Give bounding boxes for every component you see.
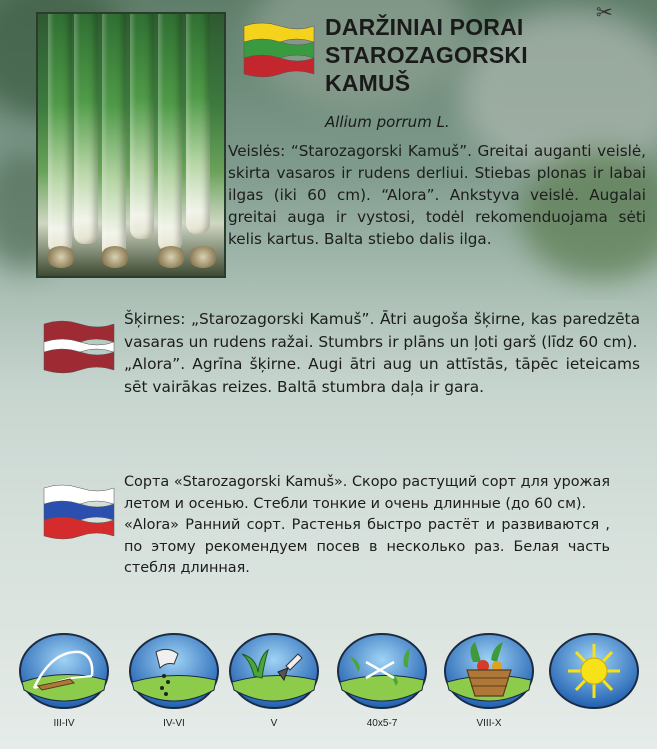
sowing-icon [128,632,220,729]
planting-icon [228,632,320,729]
spacing-icon [336,632,428,729]
planting-label: V [270,718,278,729]
scissors-icon: ✂ [596,0,613,24]
greenhouse-icon [18,632,110,729]
growing-calendar [18,632,648,742]
harvest-label: VIII-X [476,718,502,729]
lt-text: Veislės: “Starozagorski Kamuš”. Greitai auganti veislė, skirta vasaros ir rudens derliui. Stiebas plonas ir labai ilgas (iki 60 cm). “Alora”. Ankstyva veislė. Augalai greitai auga ir vystosi, todėl rekomenduojama sėti kelis kartus. Balta stiebo dalis ilga. [228,142,646,248]
harvest-icon [443,632,535,729]
ru-text-2: «Alora» Ранний сорт. Растенья быстро растёт и развиваются , по этому рекомендуем посев в несколько раз. Белая часть стебля длинная. [124,517,610,576]
russia-flag-icon [40,482,116,540]
title-line-2: STAROZAGORSKI [325,42,528,68]
lv-text-2: „Alora”. Agrīna šķirne. Augi ātri aug un attīstās, tāpēc ieteicams sēt vairākas reizes. Baltā stumbra daļa ir gara. [124,355,640,396]
latvia-flag-icon [40,318,116,376]
greenhouse-label: III-IV [53,718,75,729]
lithuania-flag-icon [240,20,316,78]
spacing-label: 40x5-7 [366,718,398,729]
product-title [325,13,645,97]
latin-name: Allium porrum L. [325,113,450,131]
title-line-1: DARŽINIAI PORAI [325,14,524,40]
lithuanian-description [228,140,646,250]
russian-description [124,472,610,580]
latvian-description [124,308,640,398]
sowing-label: IV-VI [163,718,185,729]
leek-photo [38,14,224,276]
lv-text-1: Šķirnes: „Starozagorski Kamuš”. Ātri augoša šķirne, kas paredzēta vasaras un rudens ražai. Stumbrs ir plāns un ļoti garš (līdz 60 cm). [124,310,640,351]
ru-text-1: Сорта «Starozagorski Kamuš». Скоро растущий сорт для урожая летом и осенью. Стебли тонкие и очень длинные (до 60 см). [124,474,610,512]
sun-icon [548,632,640,710]
title-line-3: KAMUŠ [325,70,411,96]
